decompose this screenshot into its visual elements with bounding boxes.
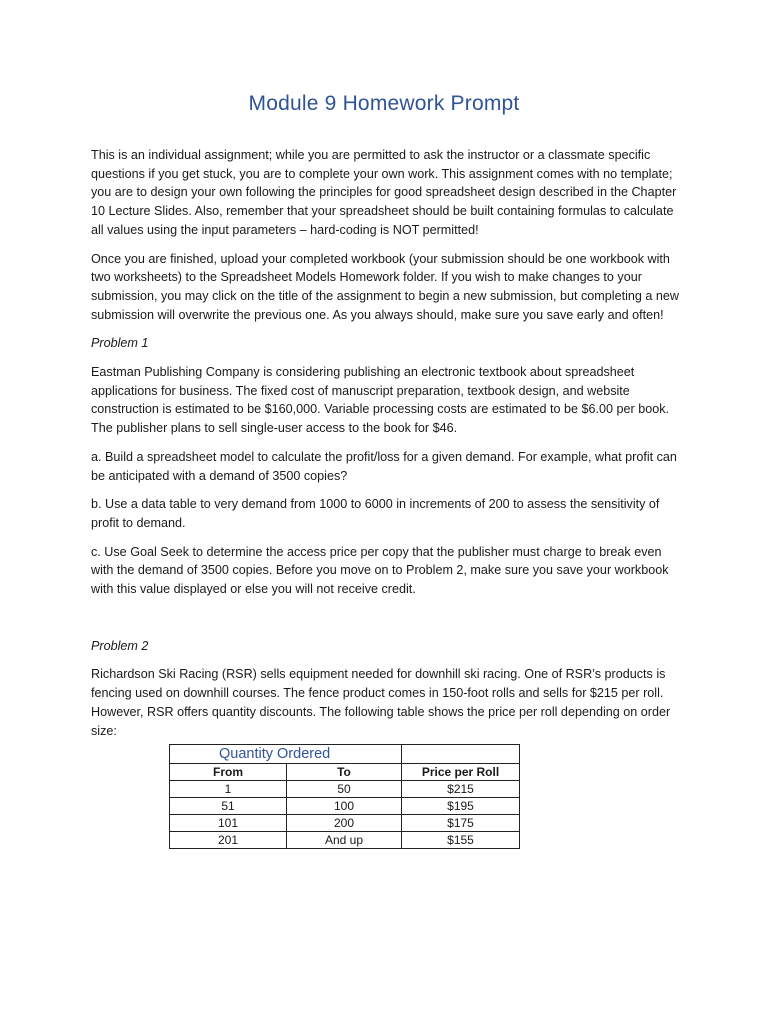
problem1-paragraph: Eastman Publishing Company is considering publishing an electronic textbook about spreadsheet applications for business. The fixed cost of manuscript preparation, textbook design, and website construction is estimated to be $160,000. Variable processing costs are estimated to be $6.00 per book. The publisher plans to sell single-user access to the book for $46.: [91, 365, 670, 436]
table-cell: 101: [170, 815, 287, 832]
table-cell: 100: [287, 798, 402, 815]
column-header-price: Price per Roll: [402, 764, 520, 781]
table-cell: And up: [287, 832, 402, 849]
problem1-part-a: a. Build a spreadsheet model to calculate the profit/loss for a given demand. For example, what profit can be anticipated with a demand of 3500 copies?: [91, 449, 677, 483]
problem1-part-c: c. Use Goal Seek to determine the access price per copy that the publisher must charge to break even with the demand of 3500 copies. Before you move on to Problem 2, make sure you save your workbook with this value displayed or else you will not receive credit.: [91, 544, 669, 597]
table-row: [170, 815, 520, 832]
page-title: Module 9 Homework Prompt: [248, 92, 520, 115]
table-row: [170, 798, 520, 815]
table-row: [170, 832, 520, 849]
problem1-part-b: b. Use a data table to very demand from 1000 to 6000 in increments of 200 to assess the sensitivity of profit to demand.: [91, 497, 660, 530]
problem2-heading: Problem 2: [91, 638, 149, 653]
table-empty-cell: [402, 745, 520, 764]
problem2-paragraph: Richardson Ski Racing (RSR) sells equipment needed for downhill ski racing. One of RSR’s products is fencing used on downhill courses. The fence product comes in 150-foot rolls and sells for $215 per roll. However, RSR offers quantity discounts. The following table shows the price per roll depending on order size:: [91, 667, 671, 738]
table-cell: $195: [402, 798, 520, 815]
problem1-heading: Problem 1: [91, 336, 149, 351]
table-header-row: [170, 764, 520, 781]
table-cell: 51: [170, 798, 287, 815]
table-cell: 50: [287, 781, 402, 798]
intro-paragraph: Once you are finished, upload your completed workbook (your submission should be one workbook with two worksheets) to the Spreadsheet Models Homework folder. If you wish to make changes to your submission, you may click on the title of the assignment to begin a new submission, but completing a new submission will overwrite the previous one. As you always should, make sure you save early and often!: [91, 251, 680, 322]
table-cell: $155: [402, 832, 520, 849]
quantity-ordered-header: Quantity Ordered: [170, 745, 402, 764]
column-header-to: To: [287, 764, 402, 781]
table-cell: 1: [170, 781, 287, 798]
table-cell: $215: [402, 781, 520, 798]
column-header-from: From: [170, 764, 287, 781]
table-group-header-row: [170, 745, 520, 764]
table-cell: 200: [287, 815, 402, 832]
table-cell: 201: [170, 832, 287, 849]
document-body: [91, 146, 681, 849]
intro-paragraph: This is an individual assignment; while you are permitted to ask the instructor or a classmate specific questions if you get stuck, you are to complete your own work. This assignment comes with no template; you are to design your own following the principles for good spreadsheet design described in the Chapter 10 Lecture Slides. Also, remember that your spreadsheet should be built containing formulas to calculate all values using the input parameters – hard-coding is NOT permitted!: [91, 148, 677, 237]
spacer: [91, 609, 681, 637]
table-row: [170, 781, 520, 798]
price-table: [169, 744, 520, 849]
table-cell: $175: [402, 815, 520, 832]
